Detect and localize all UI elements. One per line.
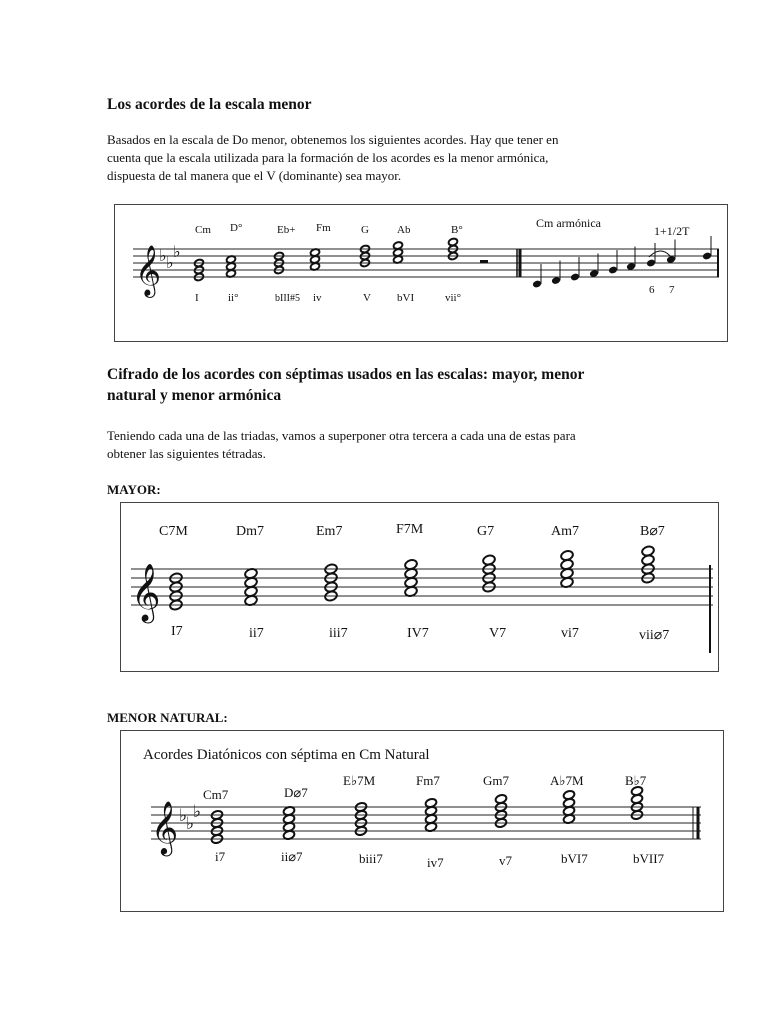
section-2-title bbox=[107, 364, 707, 406]
chord-name: Ab bbox=[397, 224, 411, 236]
chord-name: F7M bbox=[396, 522, 424, 537]
degree-label: IV7 bbox=[407, 626, 429, 641]
chord-name: A♭7M bbox=[550, 773, 584, 788]
tetrads-line: obtener las siguientes tétradas. bbox=[107, 446, 266, 461]
menor-natural-label: MENOR NATURAL: bbox=[107, 710, 228, 725]
degree-label: bVI7 bbox=[561, 851, 588, 866]
staff-figure-2 bbox=[121, 503, 718, 671]
chord-name: Cm bbox=[195, 224, 211, 236]
chord-note bbox=[641, 545, 655, 557]
chord-name: Am7 bbox=[551, 524, 579, 539]
section-title: Los acordes de la escala menor bbox=[107, 96, 312, 113]
step-number: 6 bbox=[649, 284, 655, 296]
degree-label: bVI bbox=[397, 292, 415, 304]
degree-label: I7 bbox=[171, 624, 183, 639]
chord-name: D° bbox=[230, 222, 243, 234]
tetrads-paragraph bbox=[107, 427, 707, 463]
chord-name: Em7 bbox=[316, 524, 343, 539]
tetrads-line: Teniendo cada una de las triadas, vamos a superponer otra tercera a cada una de estas para bbox=[107, 428, 576, 443]
degree-label: iii7 bbox=[329, 626, 348, 641]
scale-note bbox=[570, 273, 580, 282]
box-title: Acordes Diatónicos con séptima en Cm Natural bbox=[143, 747, 430, 763]
scale-title: Cm armónica bbox=[536, 216, 601, 230]
chord-name: Gm7 bbox=[483, 773, 509, 788]
treble-clef-icon: 𝄞 bbox=[151, 802, 179, 853]
staff-figure-1 bbox=[115, 205, 727, 341]
degree-label: vii⌀7 bbox=[639, 628, 670, 643]
intro-paragraph bbox=[107, 131, 667, 185]
degree-label: iv bbox=[313, 292, 322, 304]
degree-label: vi7 bbox=[561, 626, 579, 641]
chord-name: Cm7 bbox=[203, 787, 229, 802]
degree-label: bVII7 bbox=[633, 851, 665, 866]
degree-label: vii° bbox=[445, 292, 462, 304]
degree-label: ii⌀7 bbox=[281, 849, 303, 864]
chord-note bbox=[560, 550, 574, 562]
flat-icon: ♭ bbox=[173, 244, 181, 261]
scale-note bbox=[532, 280, 542, 289]
degree-label: bIII#5 bbox=[275, 293, 300, 304]
intro-line: Basados en la escala de Do menor, obtenemos los siguientes acordes. Hay que tener en bbox=[107, 132, 559, 147]
degree-label: i7 bbox=[215, 849, 226, 864]
intro-line: dispuesta de tal manera que el V (dominante) sea mayor. bbox=[107, 168, 402, 183]
staff-figure-3 bbox=[121, 731, 723, 911]
chord-name: B⌀7 bbox=[640, 524, 665, 539]
intro-line: cuenta que la escala utilizada para la formación de los acordes es la menor armónica, bbox=[107, 150, 549, 165]
chord-name: Dm7 bbox=[236, 524, 264, 539]
degree-label: ii7 bbox=[249, 626, 264, 641]
chord-note bbox=[448, 238, 459, 247]
section-2-title-line: Cifrado de los acordes con séptimas usados en las escalas: mayor, menor bbox=[107, 366, 585, 383]
scale-note bbox=[702, 252, 712, 261]
chord-name: Fm bbox=[316, 222, 331, 234]
section-2-title-line: natural y menor armónica bbox=[107, 387, 282, 404]
mayor-label: MAYOR: bbox=[107, 482, 161, 497]
interval-label: 1+1/2T bbox=[654, 224, 690, 238]
step-number: 7 bbox=[669, 284, 675, 296]
chord-name: C7M bbox=[159, 524, 188, 539]
chord-name: D⌀7 bbox=[284, 785, 308, 800]
flat-icon: ♭ bbox=[179, 806, 188, 825]
chord-name: B° bbox=[451, 224, 463, 236]
degree-label: biii7 bbox=[359, 851, 383, 866]
chord-note bbox=[563, 790, 576, 801]
degree-label: V7 bbox=[489, 626, 507, 641]
chord-note bbox=[482, 554, 496, 566]
degree-label: v7 bbox=[499, 853, 512, 868]
chord-name: Eb+ bbox=[277, 224, 296, 236]
chord-name: B♭7 bbox=[625, 773, 647, 788]
example-minor-triads bbox=[114, 204, 728, 342]
flat-icon: ♭ bbox=[186, 814, 195, 833]
scale-note bbox=[646, 259, 656, 268]
chord-name: E♭7M bbox=[343, 773, 376, 788]
degree-label: iv7 bbox=[427, 855, 444, 870]
example-natural-minor-sevenths bbox=[120, 730, 724, 912]
chord-name: G bbox=[361, 224, 369, 236]
flat-icon: ♭ bbox=[193, 802, 202, 821]
degree-label: V bbox=[363, 292, 371, 304]
treble-clef-icon: 𝄞 bbox=[131, 564, 161, 620]
degree-label: ii° bbox=[228, 292, 239, 304]
flat-icon: ♭ bbox=[166, 255, 174, 272]
flat-icon: ♭ bbox=[159, 248, 167, 265]
chord-name: Fm7 bbox=[416, 773, 440, 788]
example-major-sevenths bbox=[120, 502, 719, 672]
scale-note bbox=[608, 266, 618, 275]
chord-note bbox=[495, 794, 508, 805]
treble-clef-icon: 𝄞 bbox=[135, 246, 162, 295]
degree-label: I bbox=[195, 292, 199, 304]
chord-name: G7 bbox=[477, 524, 495, 539]
